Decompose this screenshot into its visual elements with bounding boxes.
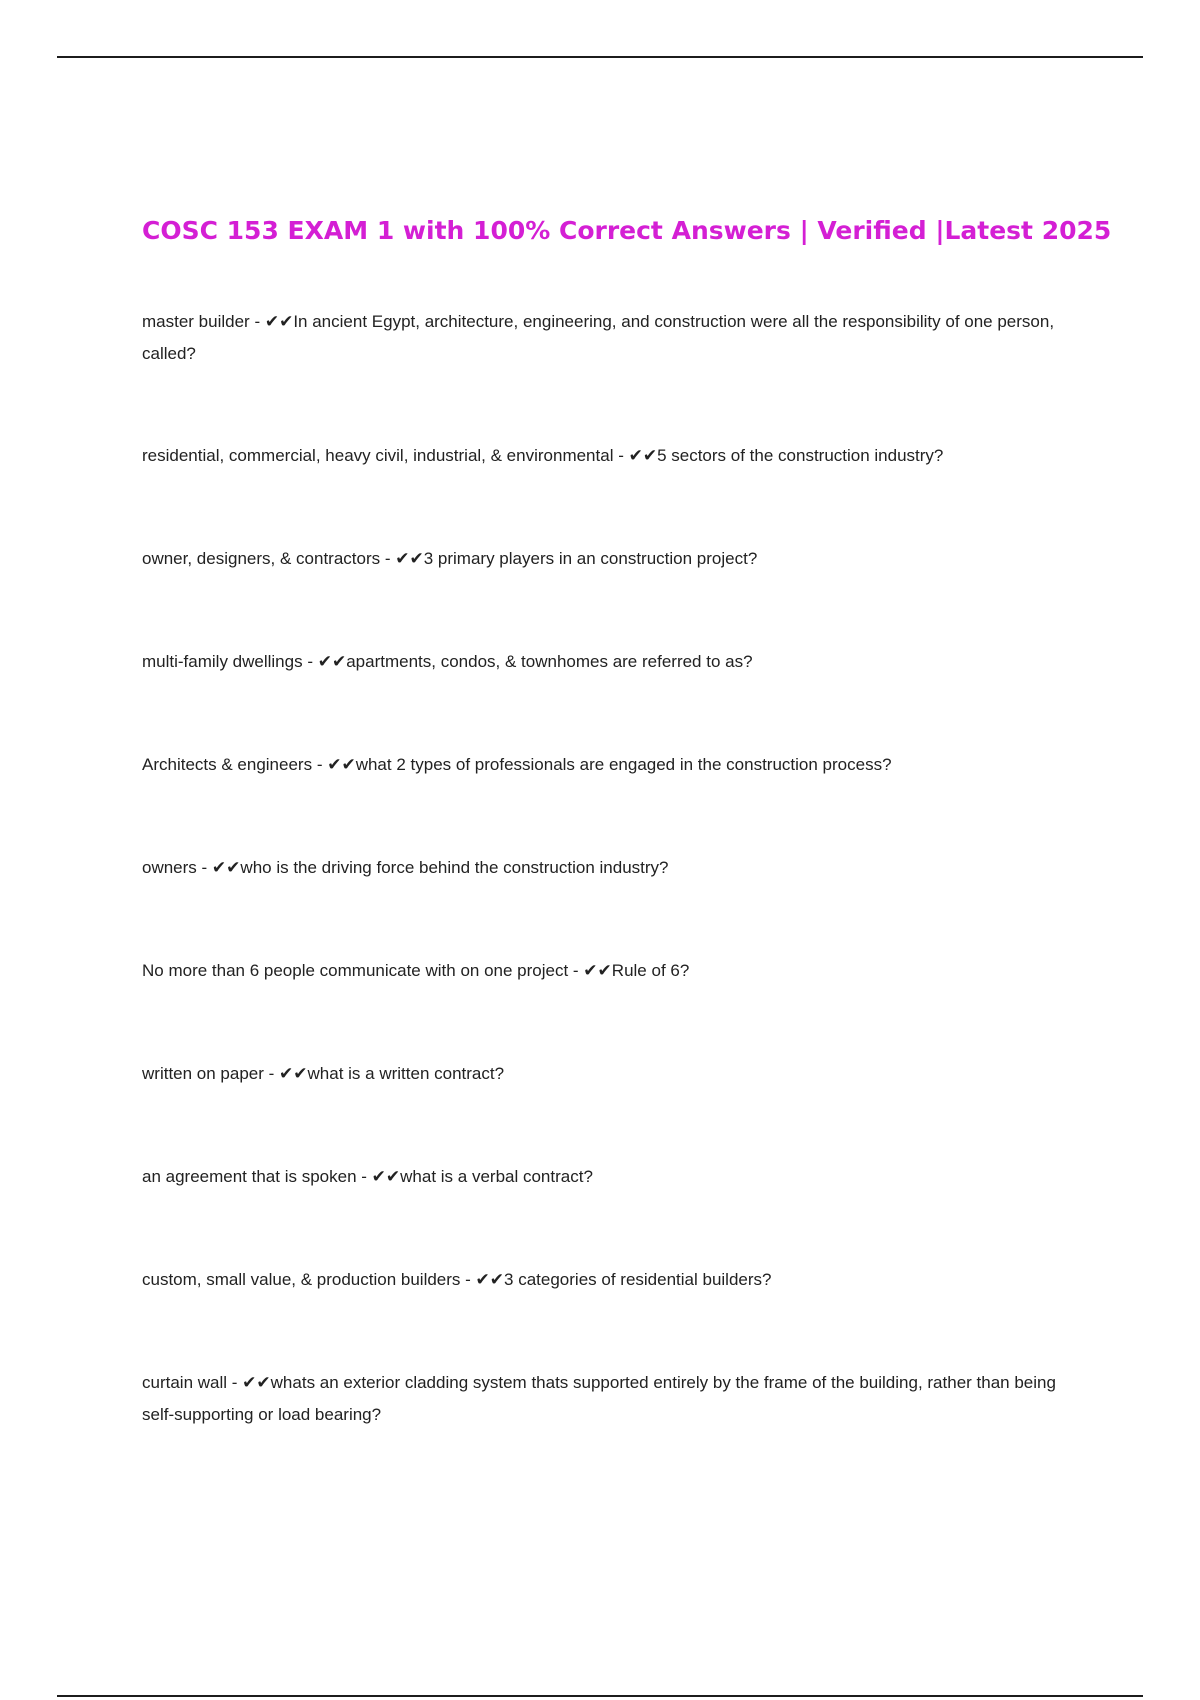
qa-answer: an agreement that is spoken bbox=[142, 1167, 357, 1186]
qa-separator: - bbox=[302, 652, 318, 671]
double-check-icon: ✔✔ bbox=[583, 961, 612, 981]
double-check-icon: ✔✔ bbox=[371, 1167, 401, 1187]
double-check-icon: ✔✔ bbox=[475, 1270, 505, 1290]
qa-separator: - bbox=[460, 1270, 476, 1289]
footer-rule bbox=[57, 1695, 1143, 1697]
double-check-icon: ✔✔ bbox=[317, 652, 347, 672]
qa-item bbox=[142, 1161, 1062, 1193]
double-check-icon: ✔✔ bbox=[628, 446, 658, 466]
double-check-icon: ✔✔ bbox=[395, 549, 424, 569]
qa-question: 5 sectors of the construction industry? bbox=[657, 446, 944, 465]
qa-item bbox=[142, 852, 1062, 884]
qa-answer: master builder bbox=[142, 312, 250, 331]
qa-answer: No more than 6 people communicate with on one project bbox=[142, 961, 569, 980]
qa-item bbox=[142, 1058, 1062, 1090]
qa-question: what is a verbal contract? bbox=[400, 1167, 593, 1186]
qa-answer: custom, small value, & production builders bbox=[142, 1270, 461, 1289]
qa-separator: - bbox=[227, 1373, 243, 1392]
double-check-icon: ✔✔ bbox=[211, 858, 241, 878]
qa-separator: - bbox=[380, 549, 396, 568]
qa-question: who is the driving force behind the construction industry? bbox=[240, 858, 669, 877]
qa-item bbox=[142, 1367, 1062, 1430]
qa-question: Rule of 6? bbox=[611, 961, 690, 980]
qa-question: what is a written contract? bbox=[307, 1064, 505, 1083]
double-check-icon: ✔✔ bbox=[327, 755, 356, 775]
qa-answer: written on paper bbox=[142, 1064, 264, 1083]
qa-item bbox=[142, 440, 1062, 472]
header-rule bbox=[57, 56, 1143, 58]
qa-answer: multi-family dwellings bbox=[142, 652, 303, 671]
qa-separator: - bbox=[249, 312, 265, 331]
double-check-icon: ✔✔ bbox=[264, 312, 294, 332]
qa-item bbox=[142, 749, 1062, 781]
double-check-icon: ✔✔ bbox=[242, 1373, 271, 1393]
qa-question: whats an exterior cladding system thats supported entirely by the frame of the building, rather than being self-supporting or load bearing? bbox=[142, 1373, 1056, 1424]
qa-item bbox=[142, 646, 1062, 678]
qa-separator: - bbox=[568, 961, 584, 980]
qa-separator: - bbox=[356, 1167, 372, 1186]
qa-answer: residential, commercial, heavy civil, industrial, & environmental bbox=[142, 446, 614, 465]
qa-separator: - bbox=[613, 446, 629, 465]
qa-item bbox=[142, 1264, 1062, 1296]
qa-separator: - bbox=[196, 858, 212, 877]
document-title: COSC 153 EXAM 1 with 100% Correct Answers | Verified |Latest 2025 bbox=[142, 216, 1112, 245]
qa-question: what 2 types of professionals are engaged in the construction process? bbox=[355, 755, 892, 774]
qa-separator: - bbox=[263, 1064, 280, 1083]
qa-question: 3 primary players in an construction project? bbox=[423, 549, 758, 568]
qa-question: apartments, condos, & townhomes are referred to as? bbox=[346, 652, 753, 671]
double-check-icon: ✔✔ bbox=[279, 1064, 308, 1084]
qa-question: 3 categories of residential builders? bbox=[504, 1270, 772, 1289]
qa-answer: owner, designers, & contractors bbox=[142, 549, 381, 568]
qa-answer: curtain wall bbox=[142, 1373, 228, 1392]
qa-item bbox=[142, 543, 1062, 575]
qa-item bbox=[142, 955, 1062, 987]
qa-item bbox=[142, 306, 1062, 369]
qa-separator: - bbox=[312, 755, 328, 774]
qa-answer: Architects & engineers bbox=[142, 755, 313, 774]
qa-answer: owners bbox=[142, 858, 197, 877]
qa-question: In ancient Egypt, architecture, engineering, and construction were all the responsibility of one person, called? bbox=[142, 312, 1055, 363]
